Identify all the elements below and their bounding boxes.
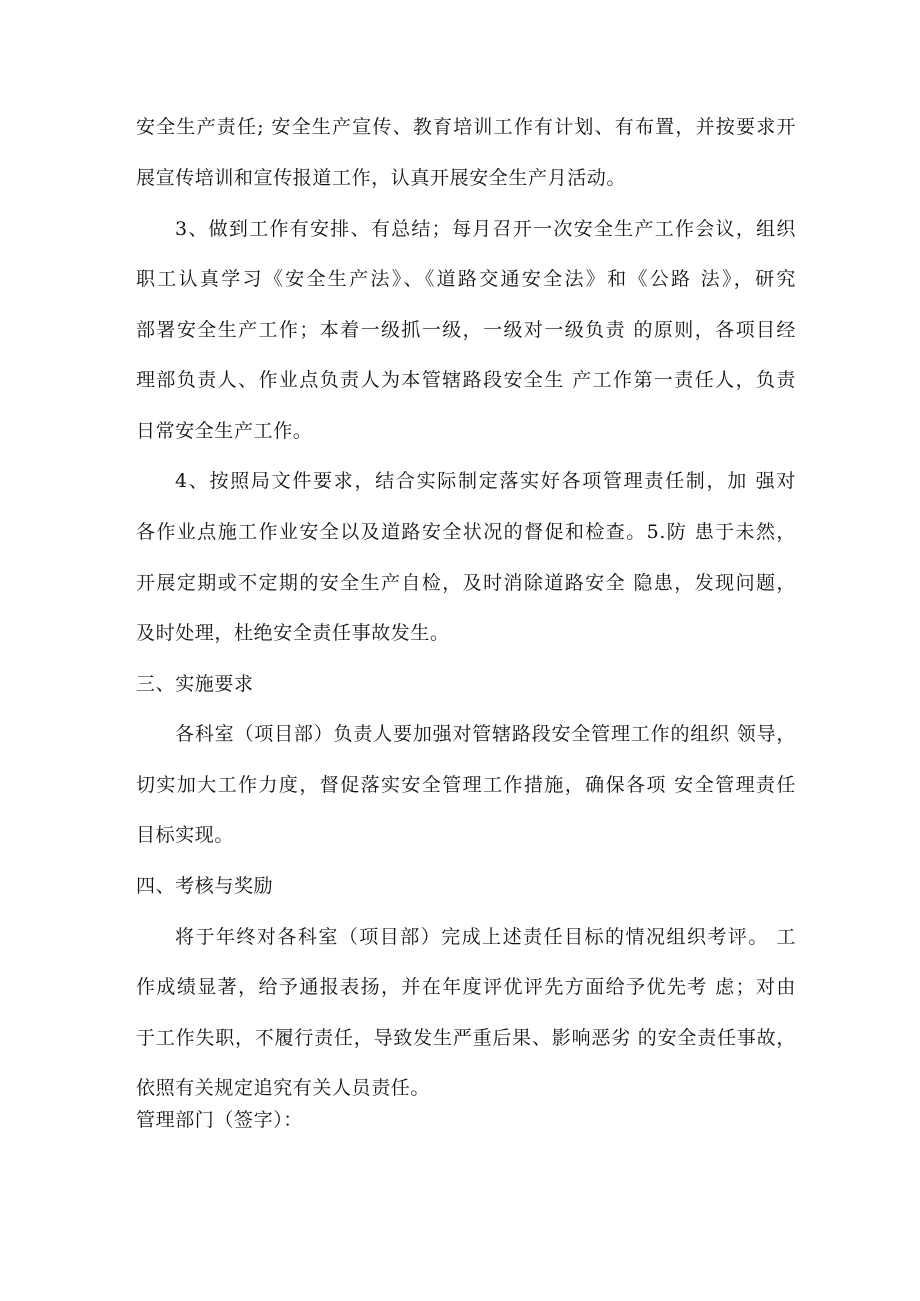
section-heading: 三、实施要求 [136, 673, 254, 695]
section-heading: 四、考核与奖励 [136, 875, 274, 897]
body-text-line: 展宣传培训和宣传报道工作，认真开展安全生产月活动。 [136, 167, 627, 189]
body-text-line: 将于年终对各科室（项目部）完成上述责任目标的情况组织考评。 工 [175, 926, 796, 948]
body-text-line: 3、做到工作有安排、有总结；每月召开一次安全生产工作会议，组织 [175, 218, 796, 240]
body-text-line: 切实加大工作力度，督促落实安全管理工作措施，确保各项 安全管理责任 [136, 774, 796, 796]
body-text-line: 开展定期或不定期的安全生产自检，及时消除道路安全 隐患，发现问题， [136, 572, 796, 594]
body-text-line: 理部负责人、作业点负责人为本管辖路段安全生 产工作第一责任人，负责 [136, 369, 796, 391]
body-text-line: 日常安全生产工作。 [136, 420, 313, 442]
body-text-line: 作成绩显著，给予通报表扬，并在年度评优评先方面给予优先考 虑；对由 [136, 976, 796, 998]
body-text-line: 依照有关规定追究有关人员责任。 [136, 1077, 431, 1099]
body-text-line: 各科室（项目部）负责人要加强对管辖路段安全管理工作的组织 领导， [175, 723, 796, 745]
body-text-line: 4、按照局文件要求，结合实际制定落实好各项管理责任制，加 强对 [175, 470, 796, 492]
body-text-line: 目标实现。 [136, 824, 235, 846]
body-text-line: 部署安全生产工作；本着一级抓一级，一级对一级负责 的原则，各项目经 [136, 319, 796, 341]
body-text-line: 各作业点施工作业安全以及道路安全状况的督促和检查。5.防 患于未然， [136, 521, 796, 543]
body-text-line: 于工作失职，不履行责任，导致发生严重后果、影响恶劣 的安全责任事故， [136, 1027, 796, 1049]
body-text-line: 及时处理，杜绝安全责任事故发生。 [136, 622, 450, 644]
body-text-line: 安全生产责任; 安全生产宣传、教育培训工作有计划、有布置，并按要求开 [136, 116, 796, 138]
body-text-line: 职工认真学习《安全生产法》、《道路交通安全法》和《公路 法》，研究 [136, 268, 796, 290]
signature-label: 管理部门（签字）： [136, 1109, 303, 1131]
